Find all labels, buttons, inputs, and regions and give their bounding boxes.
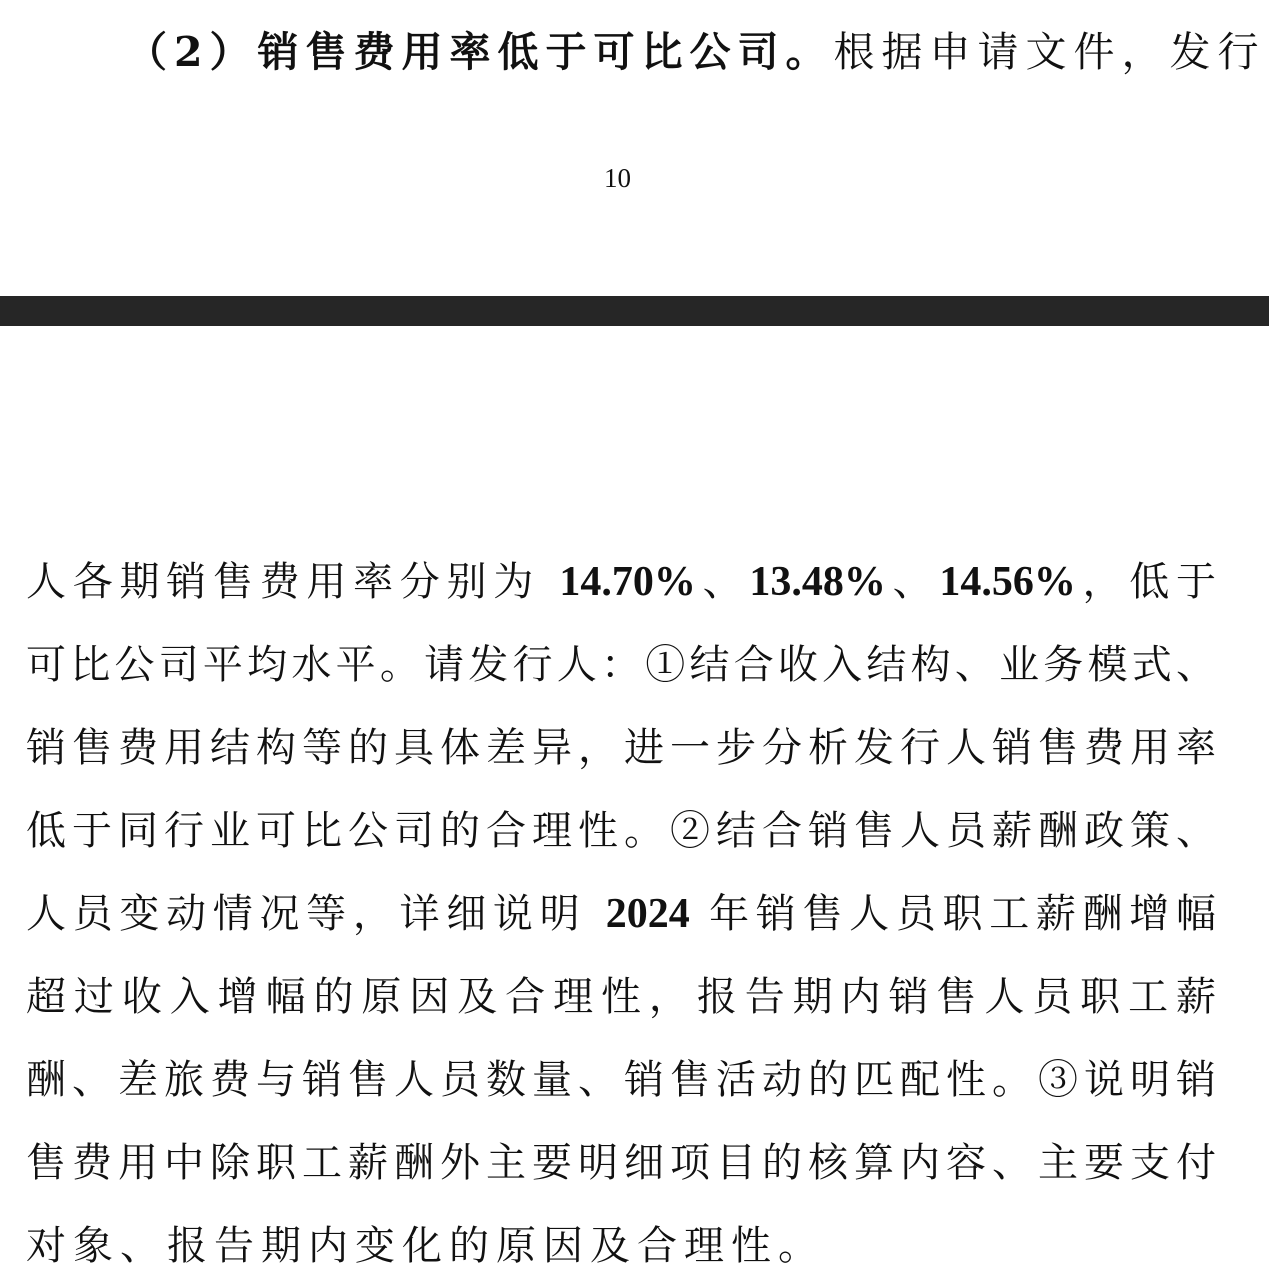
heading-bold-text: （2）销售费用率低于可比公司。 <box>126 28 834 76</box>
heading-normal-text: 根据申请文件，发行 <box>833 28 1266 76</box>
line-text: ，低于 <box>1075 559 1217 605</box>
paragraph-line <box>26 541 1216 624</box>
line-text: 、 <box>885 559 940 605</box>
paragraph-line <box>26 873 1216 956</box>
line-text: 人员变动情况等，详细说明 <box>26 891 606 937</box>
year-value: 2024 <box>605 891 690 937</box>
line-text: 年销售人员职工薪酬增幅 <box>689 891 1216 937</box>
section-heading <box>126 22 1266 82</box>
paragraph-line: 售费用中除职工薪酬外主要明细项目的核算内容、主要支付 <box>26 1140 1216 1186</box>
paragraph-line: 销售费用结构等的具体差异，进一步分析发行人销售费用率 <box>26 725 1216 771</box>
page-number: 10 <box>604 163 631 193</box>
sales-expense-rate-value: 13.48% <box>749 559 886 605</box>
line-text: 人各期销售费用率分别为 <box>26 559 560 605</box>
paragraph-line: 可比公司平均水平。请发行人：①结合收入结构、业务模式、 <box>26 642 1216 688</box>
paragraph-line: 对象、报告期内变化的原因及合理性。 <box>26 1223 825 1269</box>
line-text: 、 <box>695 559 750 605</box>
page-break-divider <box>0 296 1269 326</box>
sales-expense-rate-value: 14.70% <box>559 559 696 605</box>
paragraph-line: 低于同行业可比公司的合理性。②结合销售人员薪酬政策、 <box>26 808 1216 854</box>
sales-expense-rate-value: 14.56% <box>939 559 1076 605</box>
paragraph-line: 酬、差旅费与销售人员数量、销售活动的匹配性。③说明销 <box>26 1057 1216 1103</box>
body-paragraph <box>26 541 1216 1288</box>
paragraph-line: 超过收入增幅的原因及合理性，报告期内销售人员职工薪 <box>26 974 1216 1020</box>
